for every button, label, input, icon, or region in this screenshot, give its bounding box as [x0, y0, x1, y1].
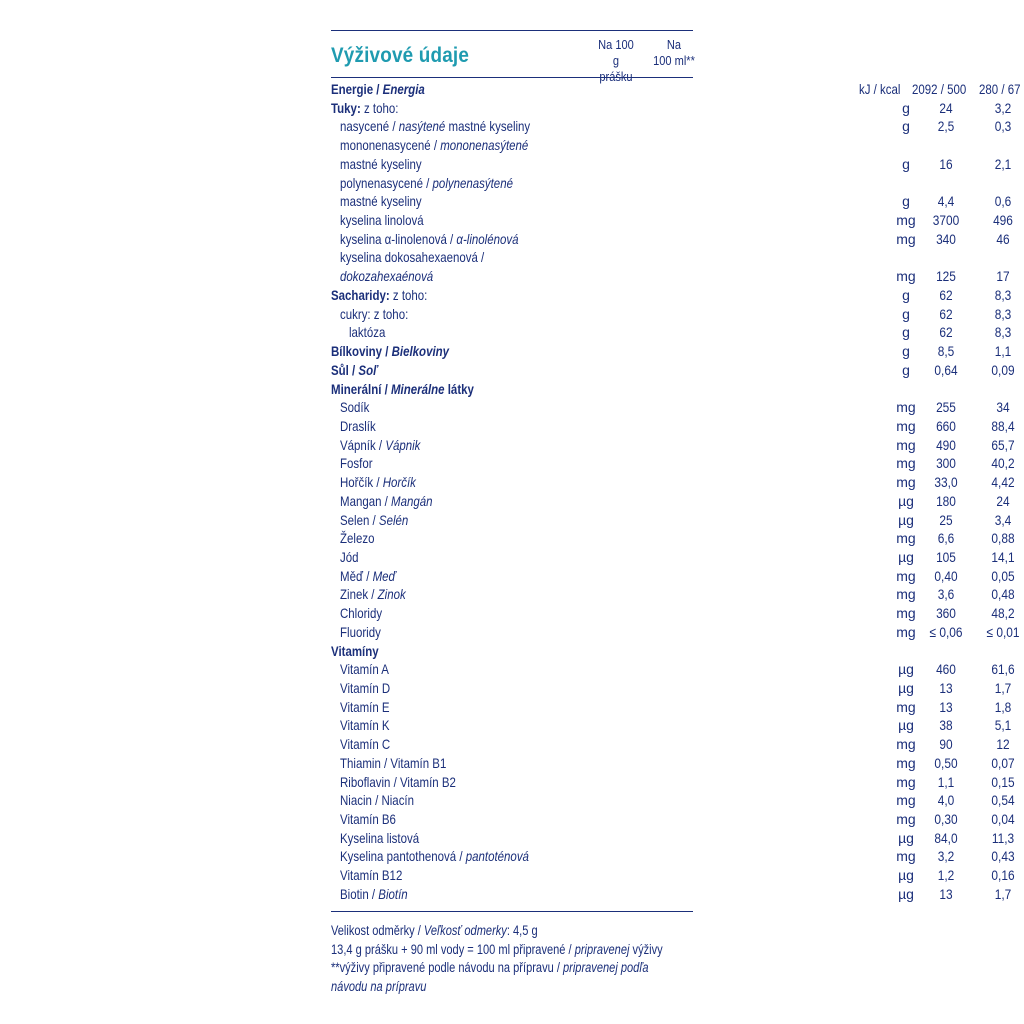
row-label: Kyselina pantothenová / pantoténová: [340, 848, 529, 865]
table-row: [331, 248, 693, 267]
row-value-100g: 33,0: [934, 474, 958, 491]
row-value-100ml: 0,09: [991, 361, 1015, 378]
table-row: [331, 417, 1015, 436]
row-unit: g: [902, 286, 910, 303]
table-row: [331, 342, 1012, 361]
row-unit: µg: [898, 511, 914, 528]
table-row: [331, 716, 1012, 735]
row-unit: µg: [898, 829, 914, 846]
row-unit: g: [902, 324, 910, 341]
row-value-100ml: 0,48: [991, 586, 1015, 603]
row-label: Fosfor: [340, 455, 373, 472]
column-header-line: prášku: [599, 69, 633, 84]
row-value-100g: 90: [939, 736, 953, 753]
row-label: Vápník / Vápnik: [340, 436, 421, 453]
row-label: Sůl / Soľ: [331, 361, 378, 378]
row-value-100g: 13: [939, 698, 953, 715]
row-unit: mg: [896, 848, 916, 865]
row-value-100g: 490: [936, 436, 956, 453]
row-value-100ml: 1,1: [994, 343, 1012, 360]
row-label: laktóza: [349, 324, 386, 341]
footer-line: **výživy připravené podle návodu na přípravu / pripravenej podľa: [331, 960, 649, 975]
row-value-100ml: 5,1: [994, 717, 1012, 734]
row-value-100ml: 1,7: [994, 885, 1012, 902]
row-value-100ml: 12: [996, 736, 1010, 753]
row-value-100g: 1,2: [937, 867, 955, 884]
table-row: [331, 436, 1015, 455]
row-label: mastné kyseliny: [340, 155, 422, 172]
row-unit: mg: [896, 773, 916, 790]
row-value-100ml: 1,8: [994, 698, 1012, 715]
row-value-100g: ≤ 0,06: [929, 623, 963, 640]
table-row: [331, 192, 1012, 211]
row-value-100g: 0,30: [934, 811, 958, 828]
row-label: Sodík: [340, 399, 370, 416]
row-value-100ml: 40,2: [991, 455, 1015, 472]
row-unit: g: [902, 155, 910, 172]
row-label: Vitamín E: [340, 698, 390, 715]
footer-line: Velikost odměrky / Veľkosť odmerky: 4,5 g: [331, 923, 538, 938]
row-value-100ml: 0,43: [991, 848, 1015, 865]
energy-value-100ml: 280 / 67: [979, 81, 1021, 97]
table-row: [331, 454, 1015, 473]
row-label: kyselina linolová: [340, 212, 424, 229]
row-value-100g: 62: [939, 324, 953, 341]
row-value-100g: 1,1: [937, 773, 955, 790]
table-row: [331, 773, 1015, 792]
row-label: Chloridy: [340, 605, 383, 622]
row-label: Železo: [340, 530, 375, 547]
row-value-100g: 3,6: [937, 586, 955, 603]
table-row: [331, 791, 1015, 810]
row-value-100ml: 48,2: [991, 605, 1015, 622]
header-rule: [331, 77, 693, 78]
table-row: [331, 642, 693, 661]
table-row: [331, 604, 1015, 623]
row-label: mononenasycené / mononenasýtené: [340, 137, 529, 154]
row-label: Hořčík / Horčík: [340, 474, 416, 491]
row-label: Sacharidy: z toho:: [331, 286, 428, 303]
row-unit: mg: [896, 230, 916, 247]
energy-value-100g: 2092 / 500: [912, 81, 967, 97]
row-label: Bílkoviny / Bielkoviny: [331, 343, 450, 360]
column-header-per-100ml: [652, 37, 696, 69]
row-unit: mg: [896, 698, 916, 715]
row-value-100ml: 8,3: [994, 305, 1012, 322]
row-value-100g: 4,0: [937, 792, 955, 809]
row-label: kyselina dokosahexaenová /: [340, 249, 485, 266]
row-value-100g: 360: [936, 605, 956, 622]
row-unit: µg: [898, 867, 914, 884]
row-unit: mg: [896, 586, 916, 603]
row-unit: mg: [896, 530, 916, 547]
row-value-100g: 125: [936, 268, 956, 285]
row-value-100g: 0,40: [934, 567, 958, 584]
row-unit: mg: [896, 792, 916, 809]
row-unit: mg: [896, 212, 916, 229]
row-label: cukry: z toho:: [340, 305, 409, 322]
table-row: [331, 492, 1010, 511]
row-value-100ml: 61,6: [991, 661, 1015, 678]
footer-line: 13,4 g prášku + 90 ml vody = 100 ml připravené / pripravenej výživy: [331, 941, 663, 957]
row-label: Selen / Selén: [340, 511, 409, 528]
row-label: polynenasycené / polynenasýtené: [340, 174, 513, 191]
row-unit: mg: [896, 474, 916, 491]
table-row: [331, 660, 1015, 679]
row-unit: mg: [896, 811, 916, 828]
row-unit: g: [902, 361, 910, 378]
row-value-100g: 180: [936, 492, 956, 509]
row-label: Vitamín A: [340, 661, 389, 678]
row-value-100g: 24: [939, 99, 953, 116]
table-row: [331, 679, 1012, 698]
footer-line: návodu na prípravu: [331, 978, 427, 994]
row-value-100ml: 0,88: [991, 530, 1015, 547]
bottom-rule: [331, 911, 693, 912]
table-body: [331, 99, 1020, 904]
table-row: [331, 511, 1012, 530]
row-label: kyselina α-linolenová / α-linolénová: [340, 230, 519, 247]
row-value-100g: 105: [936, 548, 956, 565]
table-row: [331, 473, 1015, 492]
row-value-100g: 255: [936, 399, 956, 416]
table-row: [331, 829, 1015, 848]
table-row: [331, 885, 1012, 904]
row-label: Vitamín C: [340, 736, 391, 753]
column-header-line: Na 100 g: [598, 37, 634, 68]
nutrition-table: [331, 80, 1021, 904]
row-value-100g: 16: [939, 155, 953, 172]
row-value-100ml: 14,1: [991, 548, 1015, 565]
row-label: Riboflavin / Vitamín B2: [340, 773, 456, 790]
row-unit: mg: [896, 567, 916, 584]
row-value-100ml: 11,3: [991, 829, 1015, 846]
row-value-100ml: 1,7: [994, 680, 1012, 696]
row-value-100g: 13: [939, 680, 953, 696]
table-row: [331, 866, 1015, 885]
row-value-100g: 2,5: [937, 118, 955, 135]
row-value-100g: 25: [939, 511, 953, 528]
row-value-100ml: 34: [996, 399, 1010, 416]
table-row: [331, 323, 1012, 342]
row-value-100ml: 0,16: [991, 867, 1015, 884]
row-value-100ml: 88,4: [991, 417, 1015, 434]
table-row: [331, 847, 1015, 866]
row-unit: g: [902, 193, 910, 210]
row-label: Vitamín B12: [340, 867, 403, 884]
row-unit: µg: [898, 717, 914, 734]
row-unit: g: [902, 343, 910, 360]
row-value-100g: 460: [936, 661, 956, 678]
row-value-100ml: 17: [996, 268, 1010, 285]
row-label: Energie / Energia: [331, 81, 425, 97]
row-value-100ml: 65,7: [991, 436, 1015, 453]
row-unit: µg: [898, 492, 914, 509]
row-unit: mg: [896, 268, 916, 285]
row-value-100ml: 46: [996, 230, 1010, 247]
row-label: Jód: [340, 548, 359, 565]
row-value-100ml: 0,6: [994, 193, 1012, 210]
table-row: [331, 548, 1015, 567]
row-value-100g: 6,6: [937, 530, 955, 547]
row-label: Tuky: z toho:: [331, 99, 399, 116]
row-label: Vitamín B6: [340, 811, 396, 828]
row-unit: mg: [896, 436, 916, 453]
row-value-100g: 3700: [932, 212, 960, 229]
row-value-100ml: 8,3: [994, 324, 1012, 341]
row-value-100ml: ≤ 0,01: [986, 623, 1020, 640]
row-value-100ml: 2,1: [994, 155, 1012, 172]
row-value-100g: 4,4: [937, 193, 955, 210]
row-value-100g: 38: [939, 717, 953, 734]
row-value-100ml: 4,42: [991, 474, 1015, 491]
row-unit: g: [902, 99, 910, 116]
table-row: [331, 361, 1015, 380]
row-value-100g: 62: [939, 286, 953, 303]
column-header-line: Na: [666, 37, 682, 52]
table-row: [331, 155, 1012, 174]
row-unit: mg: [896, 754, 916, 771]
row-value-100ml: 0,54: [991, 792, 1015, 809]
row-value-100ml: 3,4: [994, 511, 1012, 528]
table-row: [331, 286, 1012, 305]
row-unit: µg: [898, 885, 914, 902]
row-label: Minerální / Minerálne látky: [331, 380, 474, 397]
row-unit: mg: [896, 455, 916, 472]
page-title: Výživové údaje: [331, 44, 470, 67]
row-label: Vitamín K: [340, 717, 390, 734]
row-value-100g: 0,50: [934, 754, 958, 771]
row-label: dokozahexaénová: [340, 268, 434, 285]
row-unit: µg: [898, 548, 914, 565]
table-row: [331, 380, 693, 399]
row-value-100g: 8,5: [937, 343, 955, 360]
table-row: [331, 698, 1012, 717]
table-row: [331, 267, 1010, 286]
row-value-100ml: 0,15: [991, 773, 1015, 790]
row-label: Zinek / Zinok: [340, 586, 406, 603]
table-row: [331, 810, 1015, 829]
row-label: Fluoridy: [340, 623, 381, 640]
row-value-100g: 13: [939, 885, 953, 902]
table-row: [331, 230, 1010, 249]
row-unit: µg: [898, 680, 914, 696]
row-value-100ml: 0,07: [991, 754, 1015, 771]
row-label: Draslík: [340, 417, 376, 434]
row-value-100ml: 0,3: [994, 118, 1012, 135]
row-label: Mangan / Mangán: [340, 492, 433, 509]
row-label: Biotin / Biotín: [340, 885, 408, 902]
table-row: [331, 754, 1015, 773]
row-value-100ml: 3,2: [994, 99, 1012, 116]
row-label: Vitamín D: [340, 680, 391, 696]
table-row-energy: [331, 80, 1021, 99]
table-row: [331, 735, 1010, 754]
row-label: Měď / Meď: [340, 567, 396, 584]
row-label: Thiamin / Vitamín B1: [340, 754, 447, 771]
row-value-100g: 84,0: [934, 829, 958, 846]
table-row: [331, 117, 1012, 136]
row-unit: mg: [896, 605, 916, 622]
energy-unit: kJ / kcal: [859, 81, 901, 97]
row-label: Vitamíny: [331, 642, 379, 659]
column-header-line: 100 ml**: [653, 53, 695, 68]
row-value-100g: 300: [936, 455, 956, 472]
table-row: [331, 623, 1020, 642]
row-label: mastné kyseliny: [340, 193, 422, 210]
row-value-100ml: 496: [993, 212, 1013, 229]
row-label: nasycené / nasýtené mastné kyseliny: [340, 118, 531, 135]
table-row: [331, 174, 693, 193]
table-row: [331, 529, 1015, 548]
row-value-100ml: 24: [996, 492, 1010, 509]
row-value-100g: 3,2: [937, 848, 955, 865]
table-row: [331, 398, 1010, 417]
row-unit: µg: [898, 661, 914, 678]
row-unit: mg: [896, 417, 916, 434]
table-row: [331, 211, 1013, 230]
row-value-100ml: 0,04: [991, 811, 1015, 828]
row-label: Niacin / Niacín: [340, 792, 415, 809]
row-value-100g: 660: [936, 417, 956, 434]
row-value-100g: 340: [936, 230, 956, 247]
row-value-100ml: 0,05: [991, 567, 1015, 584]
row-unit: mg: [896, 736, 916, 753]
row-unit: g: [902, 305, 910, 322]
row-unit: mg: [896, 399, 916, 416]
row-value-100g: 62: [939, 305, 953, 322]
row-unit: g: [902, 118, 910, 135]
row-unit: mg: [896, 623, 916, 640]
table-row: [331, 567, 1015, 586]
table-row: [331, 99, 1012, 118]
table-row: [331, 136, 693, 155]
top-rule: [331, 30, 693, 31]
row-value-100g: 0,64: [934, 361, 958, 378]
table-row: [331, 305, 1012, 324]
row-value-100ml: 8,3: [994, 286, 1012, 303]
row-label: Kyselina listová: [340, 829, 420, 846]
footer-notes: [331, 922, 731, 996]
table-row: [331, 585, 1015, 604]
